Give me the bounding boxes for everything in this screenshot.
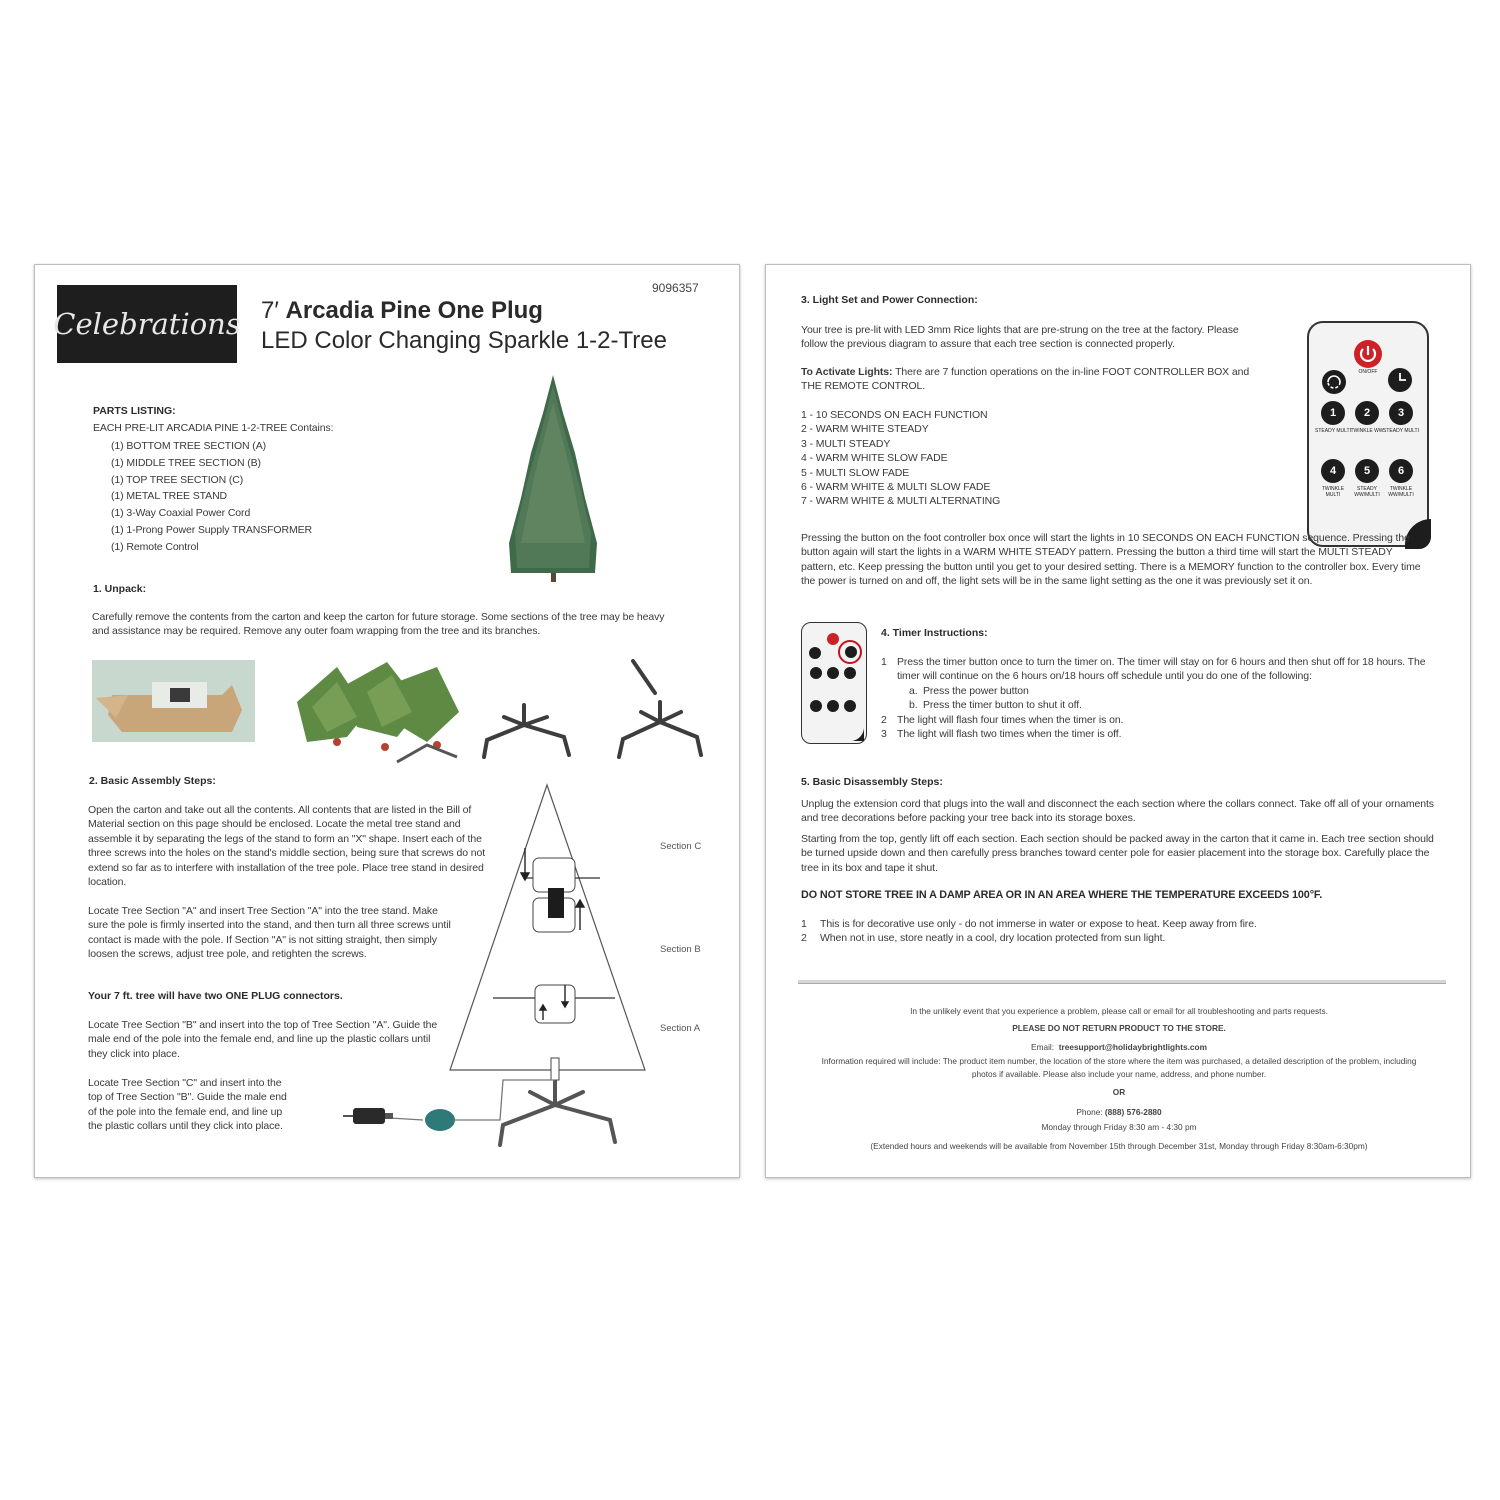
usage-note-text: When not in use, store neatly in a cool, dry location protected from sun light. — [820, 932, 1166, 945]
usage-note-number: 2 — [801, 932, 807, 945]
timer-step-number: 2 — [881, 713, 887, 726]
remote-button-label: TWINKLE MULTI — [1321, 486, 1345, 498]
timer-step-number: b. — [909, 699, 918, 712]
assembly-step-4: Locate Tree Section "C" and insert into the top of Tree Section "B". Guide the male end of the pole into the female end, and line up the plastic collars until they click into place. — [88, 1077, 287, 1133]
function-list-item: 2 - WARM WHITE STEADY — [801, 423, 929, 436]
assembly-step-3: Locate Tree Section "B" and insert into the top of Tree Section "A". Guide the male end of the pole into the female end, and line up the plastic collars until they click into place. — [88, 1019, 438, 1060]
tree-sections-image — [287, 657, 465, 767]
remote-button-label: STEADY WW/MULTI — [1354, 486, 1380, 498]
sku-number: 9096357 — [652, 281, 699, 295]
timer-step-text: Press the timer button once to turn the timer on. The timer will stay on for 6 hours and then shut off for 18 hours. The timer will continue on the 6 hours on/18 hours off schedule until you do one of the following: — [897, 656, 1426, 683]
mode-icon — [1321, 369, 1347, 395]
remote-button-label: TWINKLE WW — [1350, 428, 1384, 434]
parts-list-item: (1) Remote Control — [111, 540, 199, 553]
parts-intro: EACH PRE-LIT ARCADIA PINE 1-2-TREE Contains: — [93, 422, 334, 434]
disassembly-heading: 5. Basic Disassembly Steps: — [801, 776, 943, 788]
function-list — [801, 408, 1000, 509]
timer-instructions — [881, 655, 1451, 741]
remote-button-3[interactable]: 3 — [1389, 401, 1413, 425]
section-a-label: Section A — [660, 1023, 701, 1034]
parts-list-item: (1) MIDDLE TREE SECTION (B) — [111, 456, 261, 469]
timer-step — [881, 684, 1451, 698]
usage-note — [801, 931, 1401, 945]
light-set-text: Your tree is pre-lit with LED 3mm Rice lights that are pre-strung on the tree at the factory. Please follow the previous diagram to assure that each tree section is connected properly. — [801, 324, 1239, 351]
parts-list-item: (1) METAL TREE STAND — [111, 490, 228, 503]
timer-step — [881, 655, 1451, 684]
footer-no-return: PLEASE DO NOT RETURN PRODUCT TO THE STORE. — [1012, 1023, 1226, 1033]
support-email[interactable]: treesupport@holidaybrightlights.com — [1058, 1042, 1207, 1052]
timer-step-number: 1 — [881, 656, 887, 668]
function-list-item: 3 - MULTI STEADY — [801, 437, 891, 450]
disassembly-text-2: Starting from the top, gently lift off each section. Each section should be packed away in the carton that it came in. Each tree section should be turned upside down and then carefully press branches toward center pole for easier placement into the storage box. Carefully place the tree in its box and tape it shut. — [801, 833, 1434, 874]
footer-email: Email: treesupport@holidaybrightlights.com — [1031, 1042, 1207, 1052]
parts-list-item: (1) 1-Prong Power Supply TRANSFORMER — [111, 523, 313, 536]
assembly-step-1: Open the carton and take out all the contents. All contents that are listed in the Bill of Material section on this page should be enclosed. Locate the metal tree stand and assemble it by separating the legs of the stand to form an "X" shape. Insert each of the three screws into the holes on the stand's middle section, being sure that screws do not extend so far as to interfere with installation of the tree pole. Place tree stand in desired location. — [88, 804, 486, 889]
parts-list-item: (1) BOTTOM TREE SECTION (A) — [111, 440, 267, 452]
product-title: 7′ Arcadia Pine One Plug — [261, 297, 543, 324]
instruction-page-1 — [34, 264, 740, 1178]
assembly-diagram — [315, 780, 695, 1160]
product-subtitle: LED Color Changing Sparkle 1-2-Tree — [261, 327, 667, 354]
function-list-item: 7 - WARM WHITE & MULTI ALTERNATING — [801, 495, 1001, 508]
timer-icon — [1387, 367, 1413, 393]
support-phone[interactable]: (888) 576-2880 — [1104, 1107, 1162, 1117]
timer-step-number: a. — [909, 684, 918, 697]
usage-note-number: 1 — [801, 918, 807, 930]
pine-tree-image — [505, 373, 601, 585]
celebrations-logo: Celebrations — [57, 285, 237, 363]
timer-step-text: Press the power button — [923, 684, 1029, 697]
usage-note-text: This is for decorative use only - do not immerse in water or expose to heat. Keep away from fire. — [820, 918, 1257, 930]
remote-button-6[interactable]: 6 — [1389, 459, 1413, 483]
remote-button-5[interactable]: 5 — [1355, 459, 1379, 483]
timer-step-text: The light will flash four times when the timer is on. — [897, 713, 1124, 726]
function-list-item: 1 - 10 SECONDS ON EACH FUNCTION — [801, 409, 988, 421]
unpack-heading: 1. Unpack: — [93, 583, 147, 595]
activate-lights-text: To Activate Lights: There are 7 function operations on the in-line FOOT CONTROLLER BOX and THE REMOTE CONTROL. — [801, 366, 1250, 393]
parts-list-item: (1) 3-Way Coaxial Power Cord — [111, 507, 251, 520]
footer-info: Information required will include: The product item number, the location of the store where the item was purchased, a detailed description of the problem, including photos if available. Please also include your name, address, and phone number. — [821, 1056, 1417, 1079]
remote-button-label: STEADY MULTI — [1315, 428, 1351, 434]
footer-extended-hours: (Extended hours and weekends will be available from November 15th through December 31st, Monday through Friday 8:30am-6:30pm) — [870, 1141, 1368, 1151]
parts-list-item: (1) TOP TREE SECTION (C) — [111, 473, 244, 486]
remote-button-label: TWINKLE WW/MULTI — [1388, 486, 1414, 498]
usage-notes — [801, 917, 1401, 946]
remote-control-small — [801, 622, 867, 744]
section-b-label: Section B — [660, 944, 701, 955]
timer-step — [881, 713, 1451, 727]
usage-note — [801, 917, 1401, 931]
function-list-item: 6 - WARM WHITE & MULTI SLOW FADE — [801, 481, 991, 494]
footer-divider — [798, 980, 1446, 984]
remote-button-4[interactable]: 4 — [1321, 459, 1345, 483]
remote-button-label: STEADY MULTI — [1383, 428, 1419, 434]
timer-step-number: 3 — [881, 728, 887, 741]
assembly-heading: 2. Basic Assembly Steps: — [89, 775, 216, 787]
remote-button-2[interactable]: 2 — [1355, 401, 1379, 425]
controller-instructions: Pressing the button on the foot controller box once will start the lights in 10 SECONDS ON EACH FUNCTION sequence. Pressing the button again will start the lights in a WARM WHITE STEADY pattern. Pressing the button a third time will start the MULTI STEADY pattern, etc. Keep pressing the button until you get to your desired setting. There is a MEMORY function to the controller box. Every time the power is turned on and off, the light sets will be in the same light setting as the one it was previously set it on. — [801, 532, 1421, 588]
footer-support-intro: In the unlikely event that you experience a problem, please call or email for all troubleshooting and parts requests. — [910, 1006, 1328, 1016]
footer-or: OR — [1112, 1087, 1126, 1097]
footer-hours: Monday through Friday 8:30 am - 4:30 pm — [1041, 1122, 1197, 1132]
function-list-item: 4 - WARM WHITE SLOW FADE — [801, 452, 948, 465]
light-set-heading: 3. Light Set and Power Connection: — [801, 294, 978, 306]
footer-phone: Phone: (888) 576-2880 — [1076, 1107, 1162, 1117]
stand-image-2 — [615, 657, 705, 767]
assembly-step-2: Locate Tree Section "A" and insert Tree Section "A" into the tree stand. Make sure the pole is firmly inserted into the stand, and then turn all three screws until contact is made with the pole. If Section "A" is not sitting straight, then simply loosen the screws, adjust tree pole, and retighten the screws. — [88, 905, 451, 961]
power-icon — [1353, 339, 1383, 369]
activate-lights-label: To Activate Lights: — [801, 366, 893, 378]
timer-step-text: Press the timer button to shut it off. — [923, 699, 1082, 712]
remote-button-1[interactable]: 1 — [1321, 401, 1345, 425]
section-c-label: Section C — [660, 841, 702, 852]
function-list-item: 5 - MULTI SLOW FADE — [801, 466, 910, 479]
onoff-label: ON/OFF — [1358, 369, 1378, 375]
parts-list — [111, 438, 312, 556]
timer-step — [881, 727, 1451, 741]
instruction-page-2 — [765, 264, 1471, 1178]
stand-image-1 — [479, 695, 574, 765]
timer-heading: 4. Timer Instructions: — [881, 627, 988, 639]
timer-step-text: The light will flash two times when the timer is off. — [897, 728, 1122, 741]
carton-image — [92, 660, 255, 742]
storage-warning: DO NOT STORE TREE IN A DAMP AREA OR IN AN AREA WHERE THE TEMPERATURE EXCEEDS 100°F. — [801, 889, 1323, 901]
disassembly-text-1: Unplug the extension cord that plugs into the wall and disconnect the each section where the collars connect. Take off all of your ornaments and tree decorations before packing your tree back into its storage boxes. — [801, 798, 1434, 825]
remote-control-large — [1307, 321, 1429, 547]
unpack-text: Carefully remove the contents from the carton and keep the carton for future storage. Some sections of the tree may be heavy and assistance may be required. Remove any outer foam wrapping from the tree and its branches. — [92, 611, 665, 638]
parts-heading: PARTS LISTING: — [93, 405, 176, 417]
remote-small-buttons — [802, 623, 866, 743]
one-plug-note: Your 7 ft. tree will have two ONE PLUG connectors. — [88, 990, 343, 1002]
timer-step — [881, 698, 1451, 712]
